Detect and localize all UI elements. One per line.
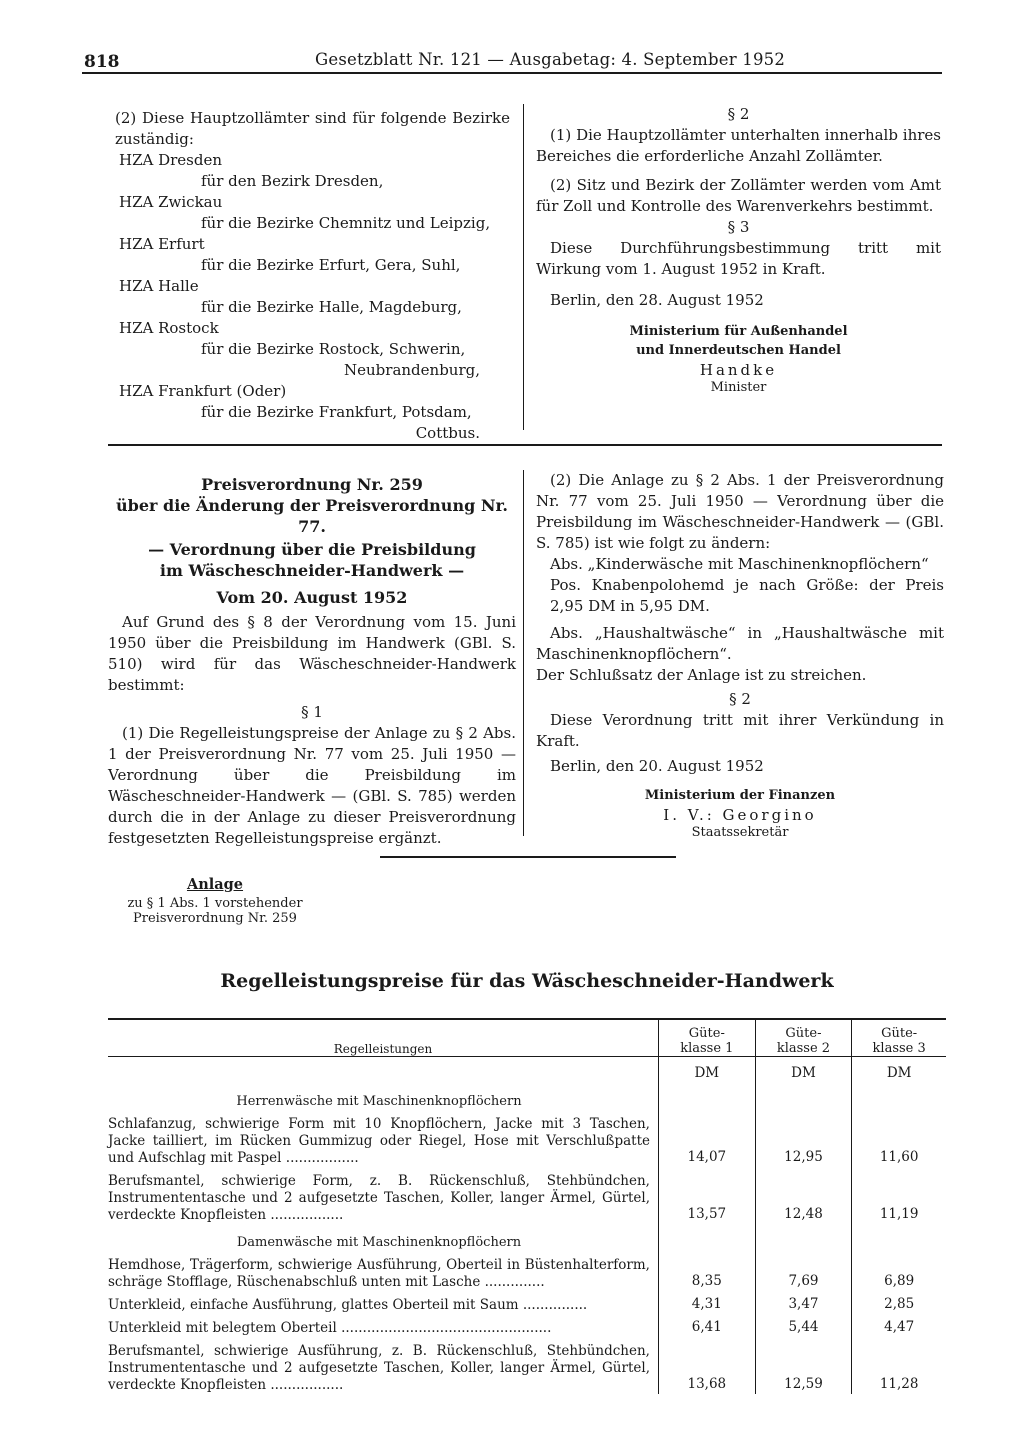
price-class-1: 8,35 bbox=[658, 1251, 755, 1291]
change-2: Abs. „Haushaltwäsche“ in „Haushaltwäsche mit Maschinenknopflöchern“. bbox=[536, 624, 944, 663]
ministry-2: Ministerium der Finanzen bbox=[644, 788, 836, 803]
page-number: 818 bbox=[84, 52, 120, 72]
decree-section-1-heading: § 1 bbox=[301, 703, 323, 721]
row-description: Berufsmantel, schwierige Ausführung, z. B. Rückenschluß, Stehbündchen, Instrumententasche und 2 aufgesetzte Taschen, Koller, langer Ärmel, Gürtel, verdeckte Knopfleisten ................. bbox=[108, 1337, 658, 1394]
signer-1: Handke bbox=[699, 361, 778, 379]
table-row bbox=[108, 1291, 946, 1314]
price-class-3: 4,47 bbox=[884, 1319, 915, 1335]
column-divider-top bbox=[523, 104, 524, 430]
col-header-class-3-label: Güte- klasse 3 bbox=[872, 1026, 926, 1056]
place-date-2: Berlin, den 20. August 1952 bbox=[550, 757, 764, 775]
price-class-3: 11,19 bbox=[879, 1206, 919, 1222]
table-title: Regelleistungspreise für das Wäscheschneider-Handwerk bbox=[220, 970, 834, 992]
col-header-class-1 bbox=[658, 1018, 755, 1057]
col-header-description: Regelleistungen bbox=[108, 1018, 658, 1057]
section-3-heading: § 3 bbox=[727, 218, 750, 236]
col-header-class-2-label: Güte- klasse 2 bbox=[776, 1026, 831, 1056]
table-row bbox=[108, 1337, 946, 1394]
section-spacer bbox=[658, 1224, 755, 1251]
header-rule bbox=[82, 72, 942, 74]
section-rule-1 bbox=[108, 444, 942, 446]
section-heading: Herrenwäsche mit Maschinenknopflöchern bbox=[108, 1083, 658, 1110]
hza-name: HZA Erfurt bbox=[119, 235, 205, 253]
hza-district: für die Bezirke Frankfurt, Potsdam, bbox=[201, 403, 472, 421]
col-header-class-2 bbox=[755, 1018, 852, 1057]
signer-2-title: Staatssekretär bbox=[691, 825, 789, 840]
hza-district: Neubrandenburg, bbox=[344, 361, 480, 379]
decree-section-2-para: Diese Verordnung tritt mit ihrer Verkündung in Kraft. bbox=[536, 711, 944, 750]
table-row bbox=[108, 1314, 946, 1337]
section-2-para-2: (2) Sitz und Bezirk der Zollämter werden vom Amt für Zoll und Kontrolle des Warenverkehrs bestimmt. bbox=[536, 176, 941, 215]
price-class-3: 2,85 bbox=[884, 1296, 915, 1312]
hza-district: Cottbus. bbox=[415, 424, 480, 442]
hza-district: für die Bezirke Halle, Magdeburg, bbox=[201, 298, 462, 316]
decree-title-3: — Verordnung über die Preisbildung bbox=[148, 540, 476, 559]
mid-left-column bbox=[108, 474, 516, 849]
unit-label: DM bbox=[658, 1057, 755, 1084]
price-class-2: 5,44 bbox=[755, 1314, 852, 1337]
decree-title-4: im Wäscheschneider-Handwerk — bbox=[159, 561, 465, 580]
change-1b: Pos. Knabenpolohemd je nach Größe: der Preis 2,95 DM in 5,95 DM. bbox=[550, 576, 944, 615]
price-table-body bbox=[108, 1057, 946, 1395]
decree-section-1-para: (1) Die Regelleistungspreise der Anlage zu § 2 Abs. 1 der Preisverordnung Nr. 77 vom 25. Juli 1950 — Verordnung über die Preisbildung im Wäscheschneider-Handwerk — (GBl. S. 785) werden durch die in der Anlage zu dieser Preisverordnung festgesetzten Regelleistungspreise ergänzt. bbox=[108, 724, 516, 847]
section-2-para-1: (1) Die Hauptzollämter unterhalten innerhalb ihres Bereiches die erforderliche Anzahl Zollämter. bbox=[536, 126, 941, 165]
hza-name: HZA Halle bbox=[119, 277, 199, 295]
decree-para-1-2: (2) Die Anlage zu § 2 Abs. 1 der Preisverordnung Nr. 77 vom 25. Juli 1950 — Verordnung über die Preisbildung im Wäscheschneider-Handwerk — (GBl. S. 785) ist wie folgt zu ändern: bbox=[536, 471, 944, 552]
decree-preamble: Auf Grund des § 8 der Verordnung vom 15. Juni 1950 über die Preisbildung im Handwerk (GBl. S. 510) wird für das Wäscheschneider-Handwerk bestimmt: bbox=[108, 613, 516, 694]
row-description: Hemdhose, Trägerform, schwierige Ausführung, Oberteil in Büstenhalterform, schräge Stofflage, Rüschenabschluß unten mit Lasche .............. bbox=[108, 1251, 658, 1291]
section-spacer bbox=[755, 1224, 852, 1251]
price-class-2: 7,69 bbox=[755, 1251, 852, 1291]
hza-list bbox=[115, 150, 510, 444]
price-class-3: 6,89 bbox=[884, 1273, 915, 1289]
table-row bbox=[108, 1251, 946, 1291]
price-class-2: 3,47 bbox=[755, 1291, 852, 1314]
anlage-line-1: zu § 1 Abs. 1 vorstehender bbox=[127, 896, 303, 911]
change-3: Der Schlußsatz der Anlage ist zu streichen. bbox=[536, 666, 867, 684]
price-class-3: 11,60 bbox=[879, 1149, 919, 1165]
price-class-1: 14,07 bbox=[658, 1110, 755, 1167]
table-row bbox=[108, 1167, 946, 1224]
row-description: Unterkleid mit belegtem Oberteil ................................................. bbox=[108, 1314, 658, 1337]
price-class-1: 13,57 bbox=[658, 1167, 755, 1224]
section-spacer bbox=[852, 1224, 946, 1251]
hza-name: HZA Frankfurt (Oder) bbox=[119, 382, 287, 400]
unit-label: DM bbox=[886, 1065, 912, 1081]
anlage-heading: Anlage bbox=[186, 876, 244, 893]
top-right-column bbox=[536, 104, 941, 396]
section-rule-2 bbox=[380, 856, 676, 858]
row-description: Unterkleid, einfache Ausführung, glattes Oberteil mit Saum ............... bbox=[108, 1291, 658, 1314]
price-class-2: 12,59 bbox=[755, 1337, 852, 1394]
decree-title-2: über die Änderung der Preisverordnung Nr. 77. bbox=[116, 496, 508, 536]
change-1a: Abs. „Kinderwäsche mit Maschinenknopflöchern“ bbox=[550, 555, 929, 573]
signer-2: I. V.: Georgino bbox=[663, 806, 817, 824]
price-class-1: 4,31 bbox=[658, 1291, 755, 1314]
hza-name: HZA Rostock bbox=[119, 319, 219, 337]
ministry-1-line1: Ministerium für Außenhandel bbox=[629, 324, 848, 339]
anlage-line-2: Preisverordnung Nr. 259 bbox=[133, 911, 297, 926]
price-class-1: 13,68 bbox=[658, 1337, 755, 1394]
price-class-2: 12,95 bbox=[755, 1110, 852, 1167]
hza-district: für die Bezirke Chemnitz und Leipzig, bbox=[201, 214, 491, 232]
unit-label: DM bbox=[755, 1057, 852, 1084]
unit-row-spacer bbox=[108, 1057, 658, 1084]
decree-date: Vom 20. August 1952 bbox=[216, 588, 408, 607]
decree-section-2-heading: § 2 bbox=[729, 690, 751, 708]
price-class-1: 6,41 bbox=[658, 1314, 755, 1337]
row-description: Schlafanzug, schwierige Form mit 10 Knopflöchern, Jacke mit 3 Taschen, Jacke tailliert, im Rücken Gummizug oder Riegel, Hose mit Verschlußpatte und Aufschlag mit Paspel ................. bbox=[108, 1110, 658, 1167]
col-header-class-1-label: Güte- klasse 1 bbox=[680, 1026, 734, 1056]
place-date-1: Berlin, den 28. August 1952 bbox=[550, 291, 764, 309]
row-description: Berufsmantel, schwierige Form, z. B. Rückenschluß, Stehbündchen, Instrumententasche und 2 aufgesetzte Taschen, Koller, langer Ärmel, Gürtel, verdeckte Knopfleisten ................. bbox=[108, 1167, 658, 1224]
section-spacer bbox=[755, 1083, 852, 1110]
top-left-column bbox=[115, 108, 510, 444]
price-table bbox=[108, 1018, 946, 1394]
anlage-block bbox=[100, 876, 330, 926]
section-spacer bbox=[658, 1083, 755, 1110]
hza-intro: (2) Diese Hauptzollämter sind für folgende Bezirke zuständig: bbox=[115, 109, 510, 148]
col-header-class-3 bbox=[852, 1018, 946, 1057]
hza-name: HZA Zwickau bbox=[119, 193, 223, 211]
price-class-3: 11,28 bbox=[879, 1376, 919, 1392]
signer-1-title: Minister bbox=[710, 380, 767, 395]
hza-district: für den Bezirk Dresden, bbox=[201, 172, 384, 190]
section-spacer bbox=[852, 1083, 946, 1110]
table-row bbox=[108, 1110, 946, 1167]
section-3-para: Diese Durchführungsbestimmung tritt mit Wirkung vom 1. August 1952 in Kraft. bbox=[536, 239, 941, 278]
section-heading: Damenwäsche mit Maschinenknopflöchern bbox=[108, 1224, 658, 1251]
ministry-1-line2: und Innerdeutschen Handel bbox=[636, 343, 841, 358]
section-2-heading: § 2 bbox=[727, 105, 750, 123]
hza-name: HZA Dresden bbox=[119, 151, 223, 169]
page-title: Gesetzblatt Nr. 121 — Ausgabetag: 4. September 1952 bbox=[315, 50, 786, 69]
hza-district: für die Bezirke Erfurt, Gera, Suhl, bbox=[201, 256, 461, 274]
price-class-2: 12,48 bbox=[755, 1167, 852, 1224]
mid-right-column bbox=[536, 470, 944, 841]
column-divider-mid bbox=[523, 470, 524, 836]
decree-title-1: Preisverordnung Nr. 259 bbox=[201, 475, 423, 494]
hza-district: für die Bezirke Rostock, Schwerin, bbox=[201, 340, 466, 358]
